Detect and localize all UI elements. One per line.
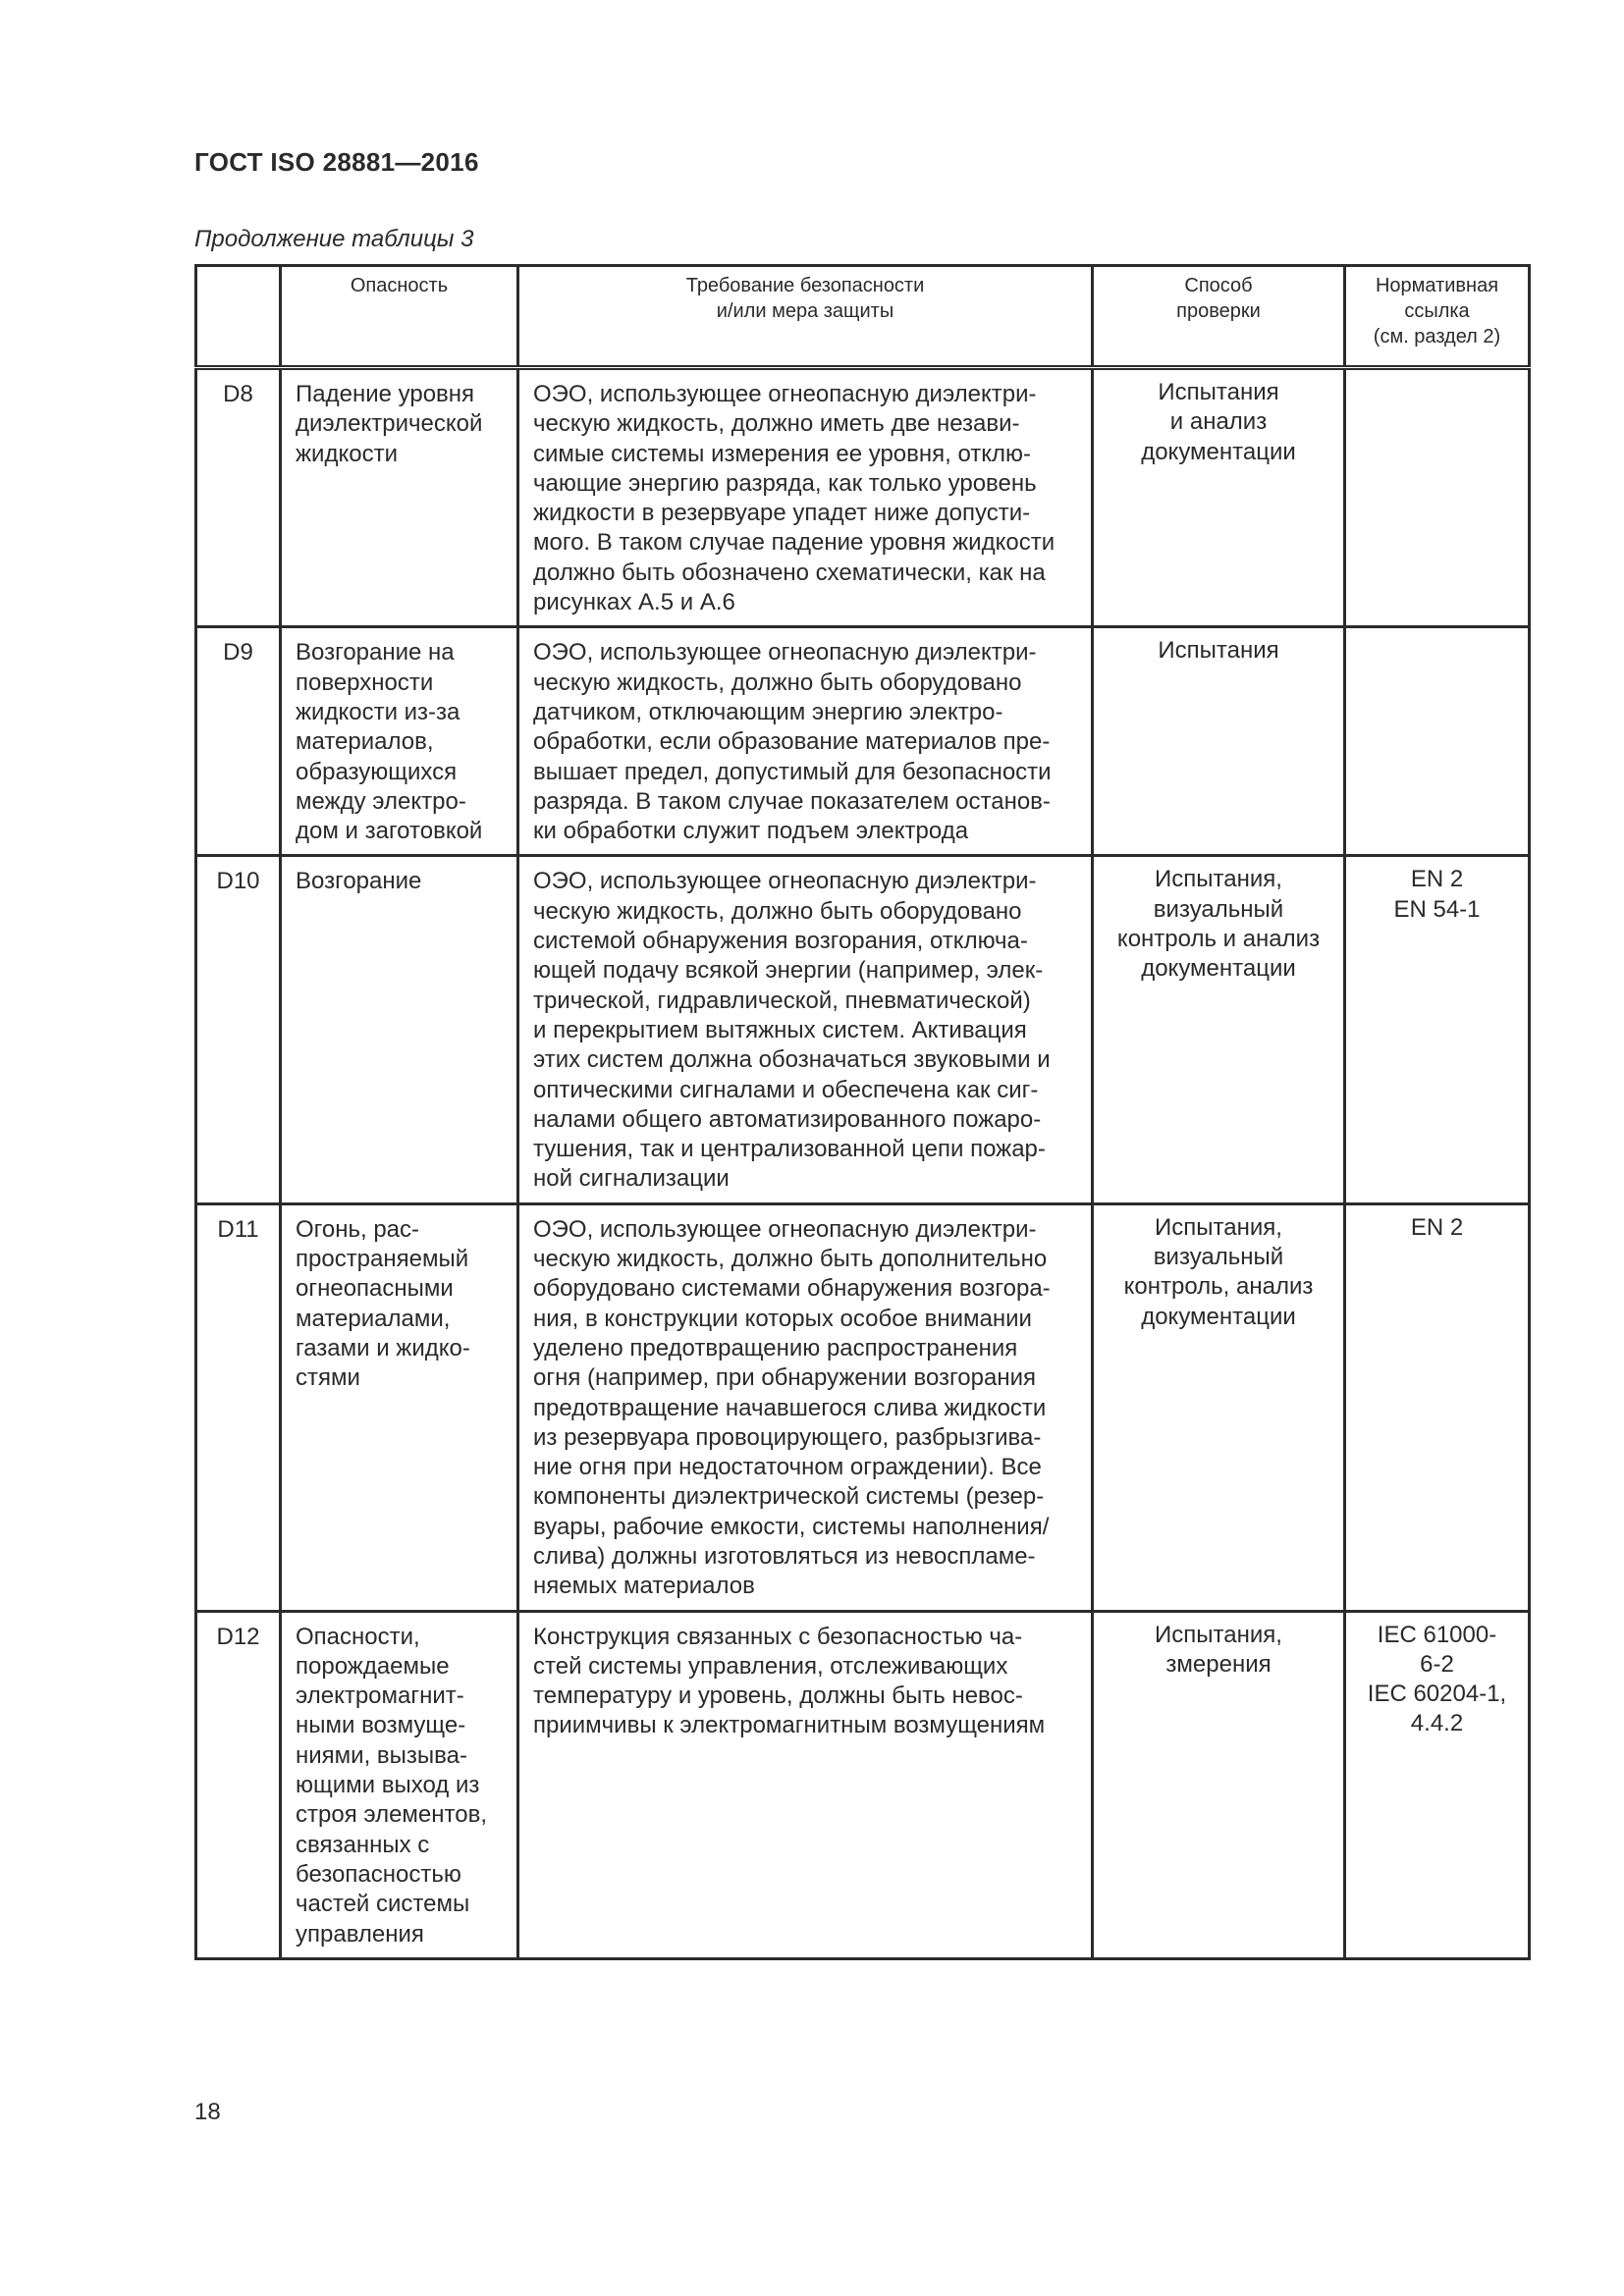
header-norm-line: (см. раздел 2) — [1373, 326, 1501, 347]
check-line: визуальный — [1153, 895, 1284, 923]
requirement-line: ОЭО, использующее огнеопасную диэлектри- — [533, 381, 1037, 407]
norm-line: 6-2 — [1420, 1650, 1454, 1678]
requirement-line: стей системы управления, отслеживающих — [533, 1652, 1008, 1680]
requirement-line: из резервуара провоцирующего, разбрызгива- — [533, 1423, 1042, 1451]
cell-id: D10 — [196, 856, 281, 1203]
requirement-line: разряда. В таком случае показателем останов- — [533, 787, 1051, 815]
hazard-line: поверхности — [296, 668, 434, 696]
requirement-line: уделено предотвращению распространения — [533, 1334, 1018, 1362]
requirement-line: ной сигнализации — [533, 1165, 730, 1193]
hazard-line: жидкости из-за — [296, 698, 460, 725]
cell-requirement — [518, 368, 1093, 627]
cell-norm-reference — [1345, 856, 1530, 1203]
requirement-line: ческую жидкость, должно быть оборудовано — [533, 897, 1022, 925]
cell-hazard — [281, 368, 518, 627]
requirement-line: датчиком, отключающим энергию электро- — [533, 698, 1003, 725]
hazard-line: ющими выход из — [296, 1772, 480, 1799]
check-line: документации — [1141, 1303, 1296, 1330]
check-line: и анализ — [1169, 408, 1268, 436]
cell-id: D11 — [196, 1203, 281, 1611]
requirement-line: температуру и уровень, должны быть невос- — [533, 1682, 1023, 1710]
requirement-line: симые системы измерения ее уровня, отклю- — [533, 440, 1032, 467]
norm-line: IEC 60204-1, — [1367, 1681, 1507, 1708]
hazard-line: огнеопасными — [296, 1275, 454, 1303]
requirement-line: ОЭО, использующее огнеопасную диэлектри- — [533, 639, 1037, 667]
check-line: Испытания, — [1155, 866, 1282, 893]
hazard-line: Опасности, — [296, 1623, 420, 1650]
requirement-line: ОЭО, использующее огнеопасную диэлектри- — [533, 868, 1037, 895]
table-row — [196, 1611, 1530, 1958]
hazard-line: образующихся — [296, 758, 458, 785]
table-row — [196, 856, 1530, 1203]
requirement-line: няемых материалов — [533, 1573, 755, 1600]
hazard-line: строя элементов, — [296, 1801, 488, 1829]
cell-check-method — [1093, 627, 1345, 856]
requirement-line: огня (например, при обнаружении возгорания — [533, 1364, 1036, 1392]
table-row — [196, 1203, 1530, 1611]
requirement-line: вышает предел, допустимый для безопасности — [533, 758, 1052, 785]
check-line: визуальный — [1153, 1244, 1284, 1271]
table-header-row — [196, 266, 1530, 368]
requirement-line: трической, гидравлической, пневматической) — [533, 987, 1031, 1014]
hazard-line: связанных с — [296, 1831, 430, 1858]
cell-check-method — [1093, 368, 1345, 627]
hazard-line: Возгорание на — [296, 639, 455, 667]
cell-requirement — [518, 627, 1093, 856]
cell-norm-reference — [1345, 1203, 1530, 1611]
norm-line: 4.4.2 — [1410, 1710, 1464, 1737]
hazard-line: жидкости — [296, 440, 398, 467]
requirement-line: предотвращение начавшегося слива жидкости — [533, 1394, 1047, 1421]
requirement-line: ческую жидкость, должно иметь две незави- — [533, 410, 1020, 438]
check-line: змерения — [1165, 1650, 1272, 1678]
cell-hazard — [281, 1611, 518, 1958]
header-check-line: проверки — [1176, 300, 1261, 322]
requirement-line: должно быть обозначено схематически, как на — [533, 559, 1046, 586]
header-requirement — [518, 266, 1093, 368]
cell-hazard — [281, 1203, 518, 1611]
header-norm-line: ссылка — [1404, 300, 1470, 322]
requirement-line: оптическими сигналами и обеспечена как сиг- — [533, 1076, 1039, 1103]
requirement-line: ческую жидкость, должно быть дополнительно — [533, 1246, 1048, 1273]
requirement-line: этих систем должна обозначаться звуковыми и — [533, 1046, 1051, 1074]
table-row — [196, 368, 1530, 627]
check-line: Испытания, — [1155, 1621, 1282, 1648]
document-code: ГОСТ ISO 28881—2016 — [194, 147, 479, 177]
norm-line: EN 2 — [1410, 866, 1464, 893]
hazard-line: ниями, вызыва- — [296, 1741, 467, 1769]
norm-line: EN 54-1 — [1393, 895, 1481, 923]
cell-id: D9 — [196, 627, 281, 856]
hazard-line: порождаемые — [296, 1652, 450, 1680]
check-line: документации — [1141, 438, 1296, 465]
cell-requirement — [518, 856, 1093, 1203]
header-norm-line: Нормативная — [1375, 275, 1499, 296]
cell-check-method — [1093, 1611, 1345, 1958]
hazard-line: стями — [296, 1364, 360, 1392]
requirement-line: оборудовано системами обнаружения возгора- — [533, 1275, 1051, 1303]
requirement-line: тушения, так и централизованной цепи пожар- — [533, 1136, 1046, 1163]
requirement-line: обработки, если образование материалов пре- — [533, 728, 1051, 756]
hazard-line: частей системы — [296, 1891, 470, 1918]
cell-check-method — [1093, 1203, 1345, 1611]
table-caption: Продолжение таблицы 3 — [194, 226, 474, 252]
header-requirement-line: и/или мера защиты — [716, 300, 894, 322]
check-line: контроль, анализ — [1123, 1273, 1314, 1301]
hazard-line: диэлектрической — [296, 410, 483, 438]
check-line: Испытания — [1158, 379, 1279, 405]
hazard-line: Огонь, рас- — [296, 1215, 420, 1243]
hazard-line: ными возмуще- — [296, 1712, 466, 1739]
cell-norm-reference — [1345, 1611, 1530, 1958]
requirement-line: ние огня при недостаточном ограждении). Все — [533, 1454, 1042, 1481]
requirement-line: налами общего автоматизированного пожаро- — [533, 1105, 1042, 1133]
header-check-line: Способ — [1184, 275, 1253, 296]
hazard-line: материалами, — [296, 1305, 451, 1332]
cell-hazard — [281, 856, 518, 1203]
table-row — [196, 627, 1530, 856]
header-norm — [1345, 266, 1530, 368]
cell-check-method — [1093, 856, 1345, 1203]
norm-line: EN 2 — [1410, 1213, 1464, 1241]
cell-norm-reference — [1345, 627, 1530, 856]
requirement-line: компоненты диэлектрической системы (резер- — [533, 1483, 1045, 1511]
requirement-line: рисунках А.5 и А.6 — [533, 589, 735, 616]
requirement-line: системой обнаружения возгорания, отключа- — [533, 928, 1028, 955]
check-line: документации — [1141, 955, 1296, 983]
requirement-line: чающие энергию разряда, как только уровень — [533, 469, 1037, 497]
header-requirement-line: Требование безопасности — [685, 275, 925, 296]
requirement-line: мого. В таком случае падение уровня жидкости — [533, 529, 1056, 557]
check-line: Испытания — [1158, 637, 1279, 665]
requirement-line: ческую жидкость, должно быть оборудовано — [533, 668, 1022, 696]
hazard-line: между электро- — [296, 787, 466, 815]
requirement-line: ОЭО, использующее огнеопасную диэлектри- — [533, 1215, 1037, 1243]
cell-requirement — [518, 1203, 1093, 1611]
cell-requirement — [518, 1611, 1093, 1958]
header-hazard: Опасность — [281, 266, 518, 368]
requirement-line: вуары, рабочие емкости, системы наполнения/ — [533, 1513, 1050, 1540]
hazard-line: пространяемый — [296, 1246, 469, 1273]
check-line: контроль и анализ — [1116, 926, 1321, 953]
hazard-line: дом и заготовкой — [296, 818, 483, 845]
cell-norm-reference — [1345, 368, 1530, 627]
hazard-line: электромагнит- — [296, 1682, 464, 1710]
hazard-line: безопасностью — [296, 1860, 461, 1888]
requirement-line: ющей подачу всякой энергии (например, элек- — [533, 957, 1044, 985]
requirement-line: и перекрытием вытяжных систем. Активация — [533, 1016, 1027, 1043]
requirement-line: ния, в конструкции которых особое внимании — [533, 1305, 1032, 1332]
page-number: 18 — [194, 2099, 221, 2125]
hazard-line: Возгорание — [296, 868, 422, 895]
header-id — [196, 266, 281, 368]
hazard-line: материалов, — [296, 728, 434, 756]
check-line: Испытания, — [1155, 1213, 1282, 1241]
hazard-line: газами и жидко- — [296, 1334, 470, 1362]
header-check — [1093, 266, 1345, 368]
norm-line: IEC 61000- — [1377, 1621, 1497, 1648]
requirement-line: ки обработки служит подъем электрода — [533, 818, 969, 845]
cell-hazard — [281, 627, 518, 856]
requirement-line: жидкости в резервуаре упадет ниже допусти- — [533, 500, 1031, 527]
hazard-line: Падение уровня — [296, 381, 475, 407]
requirement-line: Конструкция связанных с безопасностью ча- — [533, 1623, 1023, 1650]
safety-table — [194, 264, 1531, 1960]
requirement-line: приимчивы к электромагнитным возмущениям — [533, 1712, 1046, 1739]
hazard-line: управления — [296, 1920, 424, 1948]
cell-id: D8 — [196, 368, 281, 627]
cell-id: D12 — [196, 1611, 281, 1958]
requirement-line: слива) должны изготовляться из невоспламе- — [533, 1542, 1036, 1570]
